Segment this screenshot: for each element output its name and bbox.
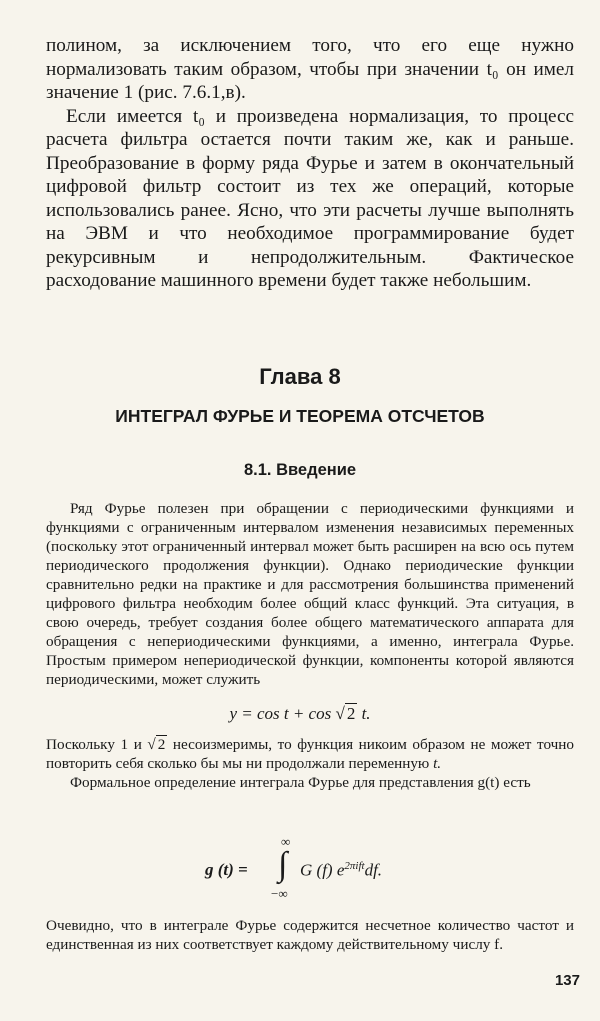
integral-lower-limit: −∞: [271, 886, 288, 901]
formula-y: [0, 704, 600, 724]
intro-paragraph-1: полином, за исключением того, что его еще нужно нормализовать таким образом, чтобы при значении t₀ он имел значение 1 (рис. 7.6.1,в).: [46, 35, 574, 103]
intro-text: [46, 34, 574, 293]
sqrt-inline: √ 2: [147, 736, 166, 753]
sqrt-symbol: √ 2: [335, 704, 356, 723]
section-paragraph-3: Формальное определение интеграла Фурье для представления g(t) есть: [70, 774, 531, 791]
page-number: 137: [554, 972, 580, 989]
fourier-integral-formula: [205, 836, 465, 906]
formula-y-lhs: y = cos t + cos: [229, 704, 332, 723]
section-text-1: [46, 499, 574, 689]
integral-upper-limit: ∞: [281, 834, 291, 849]
section-text-2: [46, 735, 574, 792]
section-title: 8.1. Введение: [243, 461, 357, 479]
section-paragraph-1: Ряд Фурье полезен при обращении с периодическими функциями и функциями с ограниченным интервалом изменения независимых переменных (поскольку этот ограниченный интервал может быть расширен на всю ось путем периодического продолжения функции). Однако периодические функции сравнительно редки на практике и для рассмотрения большинства применений цифрового фильтра необходим более общий класс функций. Эта ситуация, в свою очередь, требует создания более общего математического аппарата для обращения с непериодическими функциями, а именно, интеграла Фурье. Простым примером непериодической функции, компоненты которой являются периодическими, может служить: [46, 500, 574, 688]
section-paragraph-4: Очевидно, что в интеграле Фурье содержится несчетное количество частот и единственная из них соответствует каждому действительному числу f.: [46, 917, 574, 953]
chapter-label: Глава 8: [259, 364, 341, 389]
integrand: G (f) $e^{2\pi ift}df$.: [300, 860, 383, 880]
integral-sign: ∫: [278, 846, 288, 883]
chapter-title: ИНТЕГРАЛ ФУРЬЕ И ТЕОРЕМА ОТСЧЕТОВ: [115, 406, 485, 426]
formula-g-lhs: g (t) =: [205, 860, 248, 879]
section-text-3: [46, 916, 574, 954]
intro-paragraph-2: Если имеется t₀ и произведена нормализация, то процесс расчета фильтра остается почти таким же, как и раньше. Преобразование в форму ряда Фурье и затем в окончательный цифровой фильтр состоит из тех же операций, которые использовались ранее. Ясно, что эти расчеты лучше выполнять на ЭВМ и что необходимое программирование будет рекурсивным и непродолжительным. Фактическое расходование машинного времени будет также небольшим.: [46, 105, 574, 291]
formula-y-tail: t.: [361, 704, 371, 723]
section-paragraph-2: Поскольку 1 и √ 2 несоизмеримы, то функция никоим образом не может точно повторить себя сколько бы мы ни продолжали переменную t.: [46, 736, 574, 772]
